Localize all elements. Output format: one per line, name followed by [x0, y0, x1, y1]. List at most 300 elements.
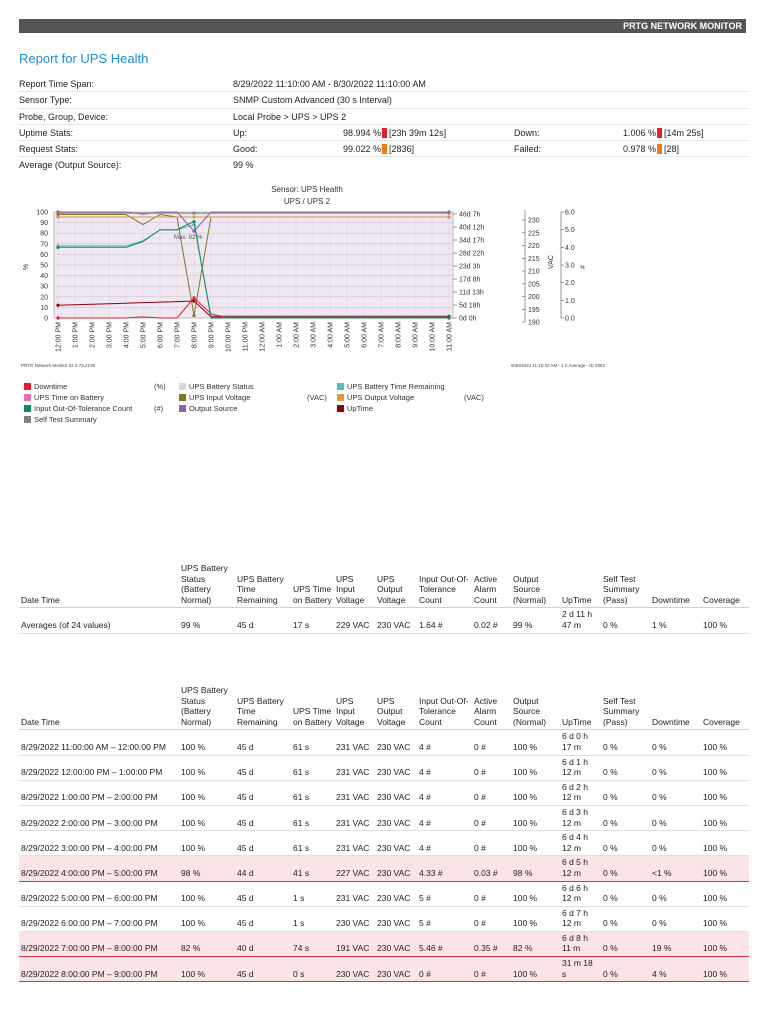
down-duration: [14m 25s] [664, 127, 704, 138]
table-cell: 0 % [601, 957, 650, 982]
table-cell: 5 # [417, 906, 472, 931]
table-cell: 0 s [291, 957, 334, 982]
meta-row-average [19, 157, 748, 173]
column-header: UPS Output Voltage [375, 562, 417, 608]
table-cell: 231 VAC [334, 805, 375, 830]
vac-tick-label: 195 [528, 306, 540, 314]
count-tick-label: 3.0 [565, 262, 575, 270]
table-cell: 0 % [650, 805, 701, 830]
table-cell: 8/29/2022 4:00:00 PM – 5:00:00 PM [19, 856, 179, 881]
table-cell: 100 % [701, 831, 749, 856]
table-cell: 230 VAC [375, 780, 417, 805]
meta-row-requests [19, 141, 748, 157]
vac-tick-label: 210 [528, 268, 540, 276]
column-header: Output Source (Normal) [511, 684, 560, 730]
table-cell: 100 % [701, 805, 749, 830]
y-tick-label: 0 [44, 315, 48, 323]
table-cell: 230 VAC [375, 881, 417, 906]
table-cell: 8/29/2022 11:00:00 AM – 12:00:00 PM [19, 730, 179, 755]
down-indicator-bar [382, 128, 387, 138]
legend-swatch [179, 405, 186, 412]
table-cell: 8/29/2022 8:00:00 PM – 9:00:00 PM [19, 957, 179, 982]
legend-label: UPS Battery Status [189, 382, 254, 391]
table-body [19, 730, 749, 982]
vac-tick-label: 200 [528, 294, 540, 301]
legend-label: Output Source [189, 404, 238, 413]
meta-label: Sensor Type: [19, 95, 72, 106]
table-cell: 0 % [650, 730, 701, 755]
data-point [192, 314, 195, 317]
table-cell: 45 d [235, 881, 291, 906]
table-cell: 100 % [511, 957, 560, 982]
count-tick-label: 1.0 [565, 297, 575, 305]
x-tick-label: 12:00 PM [55, 322, 63, 352]
table-cell: 0 # [472, 730, 511, 755]
table-cell: 100 % [701, 906, 749, 931]
brand-bar [19, 19, 746, 33]
data-point [192, 215, 195, 218]
table-cell: 2 d 11 h 47 m [560, 608, 601, 633]
up-label: Up: [233, 127, 248, 138]
table-cell: 8/29/2022 5:00:00 PM – 6:00:00 PM [19, 881, 179, 906]
column-header: UPS Battery Status (Battery Normal) [179, 684, 235, 730]
meta-value: 8/29/2022 11:10:00 AM - 8/30/2022 11:10:00 AM [233, 79, 426, 89]
x-tick-label: 7:00 AM [378, 322, 386, 348]
table-cell: 230 VAC [375, 931, 417, 956]
legend-swatch [24, 405, 31, 412]
chart-footer-left: PRTG Network Monitor 22.3.79.2108 [21, 363, 95, 368]
table-cell: 45 d [235, 805, 291, 830]
table-cell: 5 # [417, 881, 472, 906]
table-row [19, 755, 749, 780]
x-tick-label: 6:00 AM [361, 322, 369, 348]
table-cell: 0 % [601, 881, 650, 906]
table-cell: 0 % [601, 906, 650, 931]
vac-tick-label: 190 [528, 319, 540, 327]
table-cell: 230 VAC [375, 856, 417, 881]
x-tick-label: 3:00 PM [106, 322, 114, 349]
table-cell: 99 % [179, 608, 235, 633]
table-cell: 100 % [179, 805, 235, 830]
table-cell: 231 VAC [334, 881, 375, 906]
legend-label: UPS Output Voltage [347, 393, 415, 402]
table-cell: 6 d 5 h 12 m [560, 856, 601, 881]
averages-row [19, 608, 749, 633]
column-header: UPS Time on Battery [291, 684, 334, 730]
meta-row-uptime [19, 125, 748, 141]
table-cell: 227 VAC [334, 856, 375, 881]
table-cell: 41 s [291, 856, 334, 881]
table-row [19, 780, 749, 805]
y-tick-label: 50 [40, 262, 48, 270]
table-cell: 6 d 3 h 12 m [560, 805, 601, 830]
column-header: Output Source (Normal) [511, 562, 560, 608]
table-cell: 191 VAC [334, 931, 375, 956]
x-tick-label: 12:00 AM [259, 322, 267, 352]
table-cell: 45 d [235, 906, 291, 931]
legend-item [337, 404, 373, 413]
legend-label: Self Test Summary [34, 415, 97, 424]
column-header: Coverage [701, 562, 749, 608]
hourly-table [19, 684, 749, 982]
table-cell: 6 d 8 h 11 m [560, 931, 601, 956]
max-annotation: Max: 82 % [174, 235, 203, 241]
column-header: UPS Input Voltage [334, 684, 375, 730]
table-cell: 231 VAC [334, 755, 375, 780]
table-cell: <1 % [650, 856, 701, 881]
table-cell: 0 % [601, 805, 650, 830]
x-tick-label: 5:00 AM [344, 322, 352, 348]
column-header: UPS Output Voltage [375, 684, 417, 730]
up-percent: 98.994 % [343, 127, 382, 138]
legend-item [179, 404, 237, 413]
chart-title: Sensor: UPS Health [271, 185, 343, 194]
data-point [447, 211, 450, 214]
column-header: UpTime [560, 562, 601, 608]
table-cell: 4.33 # [417, 856, 472, 881]
averages-table [19, 562, 749, 634]
legend-swatch [24, 383, 31, 390]
table-cell: 6 d 1 h 12 m [560, 755, 601, 780]
x-tick-label: 4:00 AM [327, 322, 335, 348]
table-cell: 100 % [511, 805, 560, 830]
table-row [19, 805, 749, 830]
table-cell: 100 % [701, 881, 749, 906]
table-cell: 1.64 # [417, 608, 472, 633]
column-header: Coverage [701, 684, 749, 730]
table-cell: 0 % [601, 931, 650, 956]
failed-percent: 0.978 % [623, 144, 657, 155]
table-cell: 0 % [601, 730, 650, 755]
table-cell: 0 # [472, 780, 511, 805]
legend-swatch [337, 383, 344, 390]
failed-count: [28] [664, 144, 680, 155]
table-cell: 0.35 # [472, 931, 511, 956]
table-cell: 0 # [472, 881, 511, 906]
column-header: UPS Input Voltage [334, 562, 375, 608]
table-cell: 230 VAC [375, 755, 417, 780]
down-stat [623, 128, 704, 138]
table-cell: Averages (of 24 values) [19, 608, 179, 633]
count-tick-label: 4.0 [565, 244, 575, 252]
good-label: Good: [233, 144, 258, 155]
table-cell: 100 % [511, 881, 560, 906]
table-header-row [19, 562, 749, 608]
table-cell: 230 VAC [334, 906, 375, 931]
table-row [19, 881, 749, 906]
legend-label: UPS Battery Time Remaining [347, 382, 445, 391]
table-cell: 0 % [650, 906, 701, 931]
vac-tick-label: 220 [528, 243, 540, 250]
meta-row-time-span [19, 76, 748, 92]
table-cell: 100 % [511, 730, 560, 755]
table-cell: 4 # [417, 755, 472, 780]
down-label: Down: [514, 127, 540, 138]
page-title: Report for UPS Health [19, 51, 149, 66]
meta-label: Report Time Span: [19, 79, 95, 89]
legend-item [179, 393, 250, 402]
meta-label: Average (Output Source): [19, 160, 122, 171]
x-tick-label: 3:00 AM [310, 322, 318, 348]
table-cell: 230 VAC [375, 906, 417, 931]
legend-swatch [179, 394, 186, 401]
y-tick-label: 20 [40, 294, 48, 302]
legend-unit: (%) [154, 382, 166, 391]
count-tick-label: 2.0 [565, 280, 575, 288]
legend-swatch [337, 405, 344, 412]
table-cell: 100 % [701, 957, 749, 982]
good-stat [343, 144, 414, 154]
x-tick-label: 5:00 PM [140, 322, 148, 349]
legend-unit: (VAC) [307, 393, 327, 402]
failed-stat [623, 144, 679, 154]
x-tick-label: 4:00 PM [123, 322, 131, 349]
vac-tick-label: 205 [528, 281, 540, 289]
column-header: Downtime [650, 562, 701, 608]
table-cell: 100 % [511, 780, 560, 805]
table-cell: 45 d [235, 755, 291, 780]
table-cell: 230 VAC [375, 957, 417, 982]
table-cell: 45 d [235, 730, 291, 755]
table-cell: 8/29/2022 1:00:00 PM – 2:00:00 PM [19, 780, 179, 805]
table-cell: 8/29/2022 7:00:00 PM – 8:00:00 PM [19, 931, 179, 956]
legend-swatch [179, 383, 186, 390]
legend-item [24, 404, 132, 413]
x-tick-label: 7:00 PM [174, 322, 182, 349]
table-cell: 100 % [701, 780, 749, 805]
legend-label: UPS Input Voltage [189, 393, 251, 402]
table-cell: 0 % [601, 608, 650, 633]
time-tick-label: 34d 17h [459, 237, 485, 245]
table-cell: 229 VAC [334, 608, 375, 633]
column-header: Self Test Summary (Pass) [601, 684, 650, 730]
table-cell: 100 % [179, 906, 235, 931]
failed-indicator-bar [657, 144, 662, 154]
table-cell: 230 VAC [375, 730, 417, 755]
table-cell: 6 d 6 h 12 m [560, 881, 601, 906]
y-tick-label: 70 [40, 241, 48, 249]
y-tick-label: 90 [40, 220, 48, 228]
vac-axis-label: VAC [548, 255, 555, 269]
table-cell: 45 d [235, 831, 291, 856]
table-cell: 98 % [179, 856, 235, 881]
legend-item [179, 382, 254, 391]
down-indicator-bar [657, 128, 662, 138]
table-cell: 100 % [179, 831, 235, 856]
table-cell: 1 s [291, 881, 334, 906]
up-duration: [23h 39m 12s] [389, 127, 447, 138]
meta-value: 99 % [233, 160, 254, 171]
table-cell: 0 % [650, 780, 701, 805]
table-cell: 98 % [511, 856, 560, 881]
table-cell: 100 % [179, 730, 235, 755]
good-count: [2836] [389, 144, 415, 155]
meta-label: Request Stats: [19, 144, 79, 155]
chart-subtitle: UPS / UPS 2 [283, 197, 331, 206]
table-cell: 0 % [601, 831, 650, 856]
brand-name: PRTG NETWORK MONITOR [623, 21, 742, 31]
legend-label: Downtime [34, 382, 68, 391]
count-tick-label: 0.0 [565, 315, 575, 323]
table-cell: 100 % [511, 755, 560, 780]
column-header: Date Time [19, 562, 179, 608]
table-cell: 0 % [650, 831, 701, 856]
legend-swatch [337, 394, 344, 401]
failed-indicator-bar [382, 144, 387, 154]
count-tick-label: 5.0 [565, 227, 575, 235]
legend-label: UPS Time on Battery [34, 393, 105, 402]
meta-row-probe [19, 109, 748, 125]
table-cell: 8/29/2022 3:00:00 PM – 4:00:00 PM [19, 831, 179, 856]
table-cell: 0 % [650, 755, 701, 780]
table-cell: 4 # [417, 831, 472, 856]
x-tick-label: 1:00 AM [276, 322, 284, 348]
data-point [56, 304, 59, 307]
x-tick-label: 11:00 PM [242, 322, 250, 352]
count-tick-label: 6.0 [565, 209, 575, 217]
data-point [56, 211, 59, 214]
table-cell: 0 # [472, 805, 511, 830]
up-stat [343, 128, 446, 138]
meta-label: Probe, Group, Device: [19, 111, 109, 122]
data-point [447, 316, 450, 319]
legend-item [337, 382, 445, 391]
legend-item [24, 382, 67, 391]
time-tick-label: 5d 18h [459, 302, 481, 310]
column-header: UPS Time on Battery [291, 562, 334, 608]
table-cell: 230 VAC [375, 608, 417, 633]
column-header: Date Time [19, 684, 179, 730]
table-cell: 44 d [235, 856, 291, 881]
table-cell: 45 d [235, 957, 291, 982]
data-point [192, 220, 195, 223]
legend-item [24, 393, 104, 402]
time-tick-label: 40d 12h [459, 224, 485, 232]
table-cell: 230 VAC [334, 957, 375, 982]
column-header: Active Alarm Count [472, 562, 511, 608]
report-meta [19, 76, 748, 174]
table-row [19, 906, 749, 931]
legend-unit: (VAC) [464, 393, 484, 402]
x-tick-label: 9:00 AM [412, 322, 420, 348]
data-point [192, 296, 195, 299]
x-tick-label: 1:00 PM [72, 322, 80, 349]
table-cell: 100 % [511, 906, 560, 931]
time-tick-label: 23d 3h [459, 263, 481, 271]
x-tick-label: 10:00 PM [225, 322, 233, 352]
legend-item [24, 415, 97, 424]
table-cell: 0 # [472, 755, 511, 780]
table-cell: 0 % [601, 856, 650, 881]
time-tick-label: 17d 8h [459, 276, 481, 284]
y-tick-label: 60 [40, 251, 48, 259]
table-cell: 100 % [179, 957, 235, 982]
table-cell: 100 % [701, 931, 749, 956]
meta-row-sensor-type [19, 92, 748, 108]
time-tick-label: 0d 0h [459, 315, 477, 323]
x-tick-label: 2:00 PM [89, 322, 97, 349]
table-cell: 4 % [650, 957, 701, 982]
vac-tick-label: 215 [528, 255, 540, 263]
meta-value: SNMP Custom Advanced (30 s Interval) [233, 95, 392, 106]
table-cell: 45 d [235, 608, 291, 633]
table-cell: 100 % [179, 881, 235, 906]
column-header: Active Alarm Count [472, 684, 511, 730]
failed-label: Failed: [514, 144, 542, 155]
time-tick-label: 46d 7h [459, 211, 481, 219]
table-cell: 100 % [179, 780, 235, 805]
ups-health-chart [19, 182, 748, 370]
legend-item [337, 393, 414, 402]
table-cell: 8/29/2022 6:00:00 PM – 7:00:00 PM [19, 906, 179, 931]
column-header: UpTime [560, 684, 601, 730]
meta-value: Local Probe > UPS > UPS 2 [233, 111, 347, 122]
table-cell: 0 # [472, 906, 511, 931]
down-percent: 1.006 % [623, 127, 657, 138]
y-tick-label: 80 [40, 230, 48, 238]
x-tick-label: 6:00 PM [157, 322, 165, 349]
table-cell: 4 # [417, 805, 472, 830]
y-tick-label: 40 [40, 273, 48, 281]
table-cell: 231 VAC [334, 780, 375, 805]
y-tick-label: 10 [40, 304, 48, 312]
table-cell: 61 s [291, 755, 334, 780]
legend-label: UpTime [347, 404, 373, 413]
table-cell: 231 VAC [334, 730, 375, 755]
table-cell: 31 m 18 s [560, 957, 601, 982]
table-cell: 6 d 0 h 17 m [560, 730, 601, 755]
table-cell: 40 d [235, 931, 291, 956]
table-cell: 100 % [511, 831, 560, 856]
x-tick-label: 8:00 PM [191, 322, 199, 349]
column-header: UPS Battery Time Remaining [235, 684, 291, 730]
table-cell: 231 VAC [334, 831, 375, 856]
table-cell: 230 VAC [375, 831, 417, 856]
vac-tick-label: 230 [528, 217, 540, 225]
table-cell: 0.03 # [472, 856, 511, 881]
time-tick-label: 11d 13h [459, 289, 484, 297]
column-header: Input Out-Of-Tolerance Count [417, 684, 472, 730]
table-cell: 100 % [701, 608, 749, 633]
legend-unit: (#) [154, 404, 164, 413]
table-cell: 4 # [417, 730, 472, 755]
chart-svg [19, 182, 748, 370]
table-cell: 100 % [701, 730, 749, 755]
table-cell: 6 d 7 h 12 m [560, 906, 601, 931]
table-cell: 6 d 4 h 12 m [560, 831, 601, 856]
table-cell: 61 s [291, 730, 334, 755]
table-cell: 61 s [291, 780, 334, 805]
table-cell: 100 % [701, 755, 749, 780]
table-cell: 74 s [291, 931, 334, 956]
table-cell: 0 # [472, 831, 511, 856]
table-cell: 100 % [179, 755, 235, 780]
legend-swatch [24, 416, 31, 423]
table-cell: 61 s [291, 805, 334, 830]
count-axis-label: # [580, 265, 587, 269]
column-header: Downtime [650, 684, 701, 730]
x-tick-label: 11:00 AM [446, 322, 454, 352]
column-header: Input Out-Of-Tolerance Count [417, 562, 472, 608]
table-row [19, 831, 749, 856]
table-cell: 0 # [417, 957, 472, 982]
table-cell: 19 % [650, 931, 701, 956]
table-cell: 100 % [701, 856, 749, 881]
y-tick-label: 30 [40, 283, 48, 291]
x-tick-label: 10:00 AM [429, 322, 437, 352]
x-tick-label: 2:00 AM [293, 322, 301, 348]
x-tick-label: 8:00 AM [395, 322, 403, 348]
